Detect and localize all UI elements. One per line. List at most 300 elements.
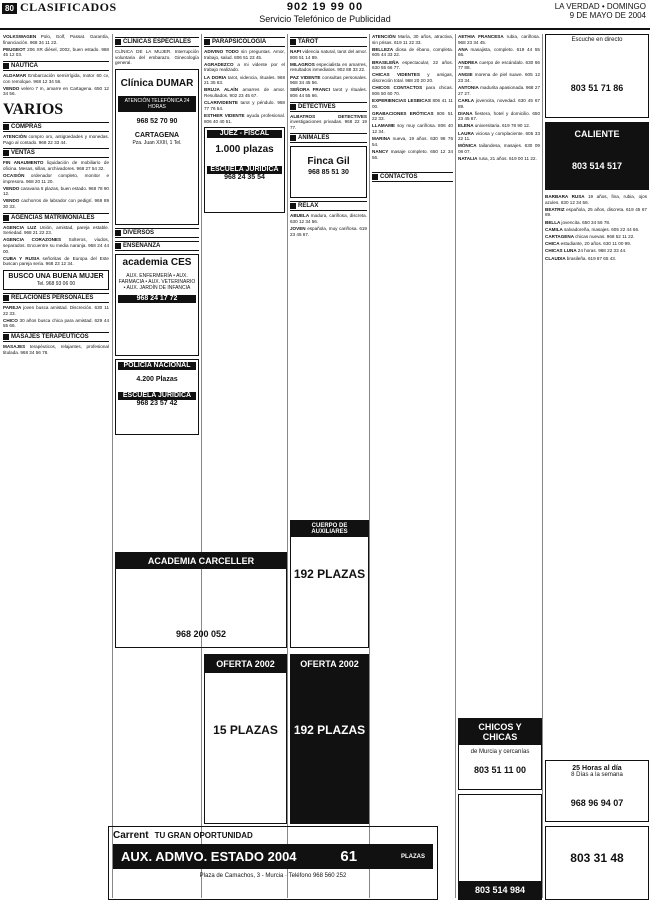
ads-list bbox=[545, 194, 647, 261]
ad-keyword: LAURA bbox=[458, 130, 476, 136]
ad-entry bbox=[372, 149, 453, 160]
header-rule bbox=[0, 28, 650, 30]
ad-keyword: CLAUDIA bbox=[545, 255, 567, 261]
ad-keyword: PAREJA bbox=[3, 305, 24, 310]
heart-icon bbox=[3, 215, 9, 221]
ad-text: velero 7 m, amarre en Cartagena. 650 12 34 56. bbox=[3, 85, 109, 97]
ad-text: y amigas, discreción total. 968 20 20 20. bbox=[372, 72, 453, 83]
magnifier-icon bbox=[290, 104, 296, 110]
ad-entry bbox=[458, 143, 540, 154]
paper-name: LA VERDAD • DOMINGO bbox=[554, 2, 646, 11]
heading-relax: RELAX bbox=[290, 201, 367, 211]
ad-text: tarot, videncia, rituales. 968 21 35 63. bbox=[204, 74, 285, 86]
finca-name: Finca Gil bbox=[307, 156, 350, 168]
ad-keyword: SEÑORA FRANCI bbox=[290, 87, 334, 93]
ad-keyword: BEATRIZ bbox=[545, 206, 567, 212]
ad-text: salvadoreña, masajes. 605 22 44 66. bbox=[563, 226, 640, 232]
ad-entry bbox=[458, 131, 540, 142]
ad-keyword: LA DORIA bbox=[204, 74, 228, 80]
ad-text: fiestera, hotel y domicilio. 650 23 45 67. bbox=[458, 110, 540, 122]
policia-plazas: 4.200 Plazas bbox=[136, 375, 178, 383]
heading-ensenanza: ENSEÑANZA bbox=[115, 241, 199, 251]
heading-agencias: AGENCIAS MATRIMONIALES bbox=[3, 213, 109, 223]
heading-parapsicologia: PARAPSICOLOGÍA bbox=[204, 37, 285, 47]
section-title: CLASIFICADOS bbox=[20, 0, 117, 14]
paper-info bbox=[555, 2, 646, 20]
ad-entry bbox=[372, 111, 453, 122]
star-icon bbox=[115, 230, 121, 236]
ad-entry bbox=[458, 85, 540, 96]
escuela-title: ESCUELA JURÍDICA bbox=[118, 392, 196, 400]
ad-keyword: VENDO bbox=[3, 185, 21, 191]
ad-text: chicas nuevas. 968 52 11 22. bbox=[575, 233, 635, 239]
column-5 bbox=[372, 34, 453, 898]
heading-detectives: DETECTIVES bbox=[290, 102, 367, 112]
ad-entry bbox=[3, 198, 109, 209]
ad-entry bbox=[204, 75, 285, 86]
juez-title: JUEZ - FISCAL bbox=[207, 130, 282, 138]
ad-entry bbox=[290, 114, 367, 131]
heading-varios: VARIOS bbox=[3, 100, 64, 118]
column-divider bbox=[201, 34, 202, 898]
column-divider bbox=[287, 34, 288, 898]
heading-ventas: VENTAS bbox=[3, 148, 109, 158]
ad-keyword: OCASIÓN bbox=[3, 172, 31, 178]
ad-keyword: ALBATROS DETECTIVES bbox=[290, 113, 367, 119]
banner-footer: Plaza de Camachos, 3 - Murcia · Teléfono 968 560 252 bbox=[199, 873, 347, 879]
ad-text: 806 51 22 33. bbox=[372, 110, 453, 122]
book-icon bbox=[115, 243, 121, 249]
ad-entry bbox=[372, 72, 453, 83]
clinica-box: ATENCIÓN TELEFÓNICA 24 HORAS bbox=[118, 96, 196, 112]
heading-nautica: NÁUTICA bbox=[3, 61, 109, 71]
ad-keyword: ESTHER VIDENTE bbox=[204, 112, 247, 118]
ad-keyword: PEUGEOT bbox=[3, 46, 28, 52]
bottom-ad bbox=[545, 826, 649, 900]
ad-keyword: VENDO bbox=[3, 85, 22, 91]
ad-entry bbox=[372, 123, 453, 134]
ad-text: jovencita, novedad. 630 45 67 89. bbox=[458, 97, 540, 109]
page-header bbox=[0, 0, 650, 30]
ad-entry bbox=[458, 60, 540, 71]
clinica-address: Pza. Juan XXIII, 1 Tel. bbox=[132, 139, 182, 146]
horas-phone: 968 96 94 07 bbox=[570, 798, 624, 808]
ad-text: especialista en amarres, resultados inmediatos. 902 88 33 22. bbox=[290, 61, 367, 73]
ad-entry bbox=[372, 60, 453, 71]
ad-keyword: BELLA bbox=[545, 219, 562, 225]
flower-icon bbox=[290, 203, 296, 209]
clinica-city: CARTAGENA bbox=[134, 131, 180, 139]
page-number: 80 bbox=[2, 3, 17, 14]
ad-keyword: CUBA Y RUSIA bbox=[3, 255, 43, 261]
ad-entry bbox=[372, 47, 453, 58]
ad-keyword: ALDAMAR bbox=[3, 72, 29, 78]
heading-animales: ANIMALES bbox=[290, 133, 367, 143]
ad-entry bbox=[290, 213, 367, 224]
ad-keyword: ATENCIÓN bbox=[372, 34, 398, 39]
ad-keyword: PAZ VIDENTE bbox=[290, 74, 323, 80]
escuela-phone: 968 23 57 42 bbox=[136, 399, 178, 407]
policia-ad bbox=[115, 359, 199, 435]
ad-entry bbox=[372, 34, 453, 45]
ad-keyword: AGRADEZCO bbox=[204, 61, 238, 67]
ad-text: 19 años, fina, rubia, ojos azules. 630 12 34 56. bbox=[545, 194, 647, 205]
cross-icon bbox=[115, 39, 121, 45]
ad-text: sin preguntas. Amor, trabajo, salud. 806 51 23 45. bbox=[204, 49, 285, 60]
ads-list bbox=[458, 34, 540, 162]
ad-text: nueva, 19 años. 630 98 76 54. bbox=[372, 136, 453, 147]
banner-plazas: 61 bbox=[340, 848, 358, 865]
ad-entry bbox=[458, 98, 540, 109]
ads-list bbox=[3, 225, 109, 267]
horas-subtitle: 8 Días a la semana bbox=[571, 772, 623, 778]
ad-keyword: CLARIVIDENTE bbox=[204, 100, 241, 106]
ad-keyword: ABUELA bbox=[290, 213, 311, 219]
ad-entry bbox=[3, 34, 109, 45]
ad-text: Polo, Golf, Passat. Garantía, financiación. 968 34 11 22. bbox=[3, 34, 109, 45]
paw-icon bbox=[290, 135, 296, 141]
ad-entry bbox=[3, 73, 109, 84]
ad-text: Solteros, viudos, separados. Encuentre su media naranja. 968 24 44 00. bbox=[3, 237, 109, 254]
chicos-ad bbox=[458, 718, 542, 790]
clinica-phone: 968 52 70 90 bbox=[136, 117, 178, 125]
heading-contactos: CONTACTOS bbox=[372, 172, 453, 182]
ad-keyword: VENDO bbox=[3, 198, 22, 204]
ad-text: jovencita. 650 34 56 78. bbox=[561, 219, 611, 225]
cart-icon bbox=[3, 124, 9, 130]
ad-entry bbox=[290, 75, 367, 86]
heading-clinicas: CLÍNICAS ESPECIALES bbox=[115, 37, 199, 47]
ad-entry bbox=[290, 62, 367, 73]
ad-keyword: BRUJA ALAÍN bbox=[204, 87, 243, 93]
ad-entry bbox=[204, 100, 285, 111]
finca-ad bbox=[290, 146, 367, 198]
oferta-ad-1 bbox=[204, 654, 287, 824]
heading-relaciones: RELACIONES PERSONALES bbox=[3, 293, 109, 303]
heading-compras: COMPRAS bbox=[3, 122, 109, 132]
ads-list bbox=[204, 49, 285, 124]
column-divider bbox=[542, 34, 543, 898]
column-1 bbox=[3, 34, 109, 898]
ad-text: tailandesa, masajes. 630 09 08 07. bbox=[458, 143, 540, 155]
banner-title: AUX. ADMVO. ESTADO 2004 bbox=[121, 849, 297, 864]
heading-masajes: MASAJES TERAPÉUTICOS bbox=[3, 332, 109, 342]
paper-date: 9 DE MAYO DE 2004 bbox=[569, 11, 646, 20]
oferta-plazas-2: 192 PLAZAS bbox=[293, 723, 366, 737]
ad-text: madurita apasionada. 968 27 27 27. bbox=[458, 85, 540, 96]
cuerpo-ad bbox=[290, 520, 369, 648]
ad-keyword: ANDREA bbox=[458, 59, 480, 65]
ad-entry bbox=[204, 113, 285, 124]
ad-keyword: ELENA bbox=[458, 123, 475, 129]
ad-text: brasileña. 619 87 65 43. bbox=[566, 255, 617, 261]
academia-name: academia CES bbox=[122, 256, 192, 268]
ad-keyword: CHICA bbox=[545, 241, 561, 247]
ad-keyword: JOVEN bbox=[290, 226, 308, 232]
ad-keyword: MARINA bbox=[372, 136, 393, 142]
ad-entry bbox=[545, 256, 647, 262]
ads-list bbox=[372, 34, 453, 160]
ad-entry bbox=[545, 207, 647, 218]
ad-text: estudiante, 20 años. 630 11 00 99. bbox=[560, 241, 632, 247]
academia-ad bbox=[115, 254, 199, 356]
ad-keyword: MILAGROS bbox=[290, 61, 317, 67]
column-divider bbox=[112, 34, 113, 898]
ads-list bbox=[290, 213, 367, 237]
ad-keyword: BELLEZA bbox=[372, 46, 396, 52]
ad-text: masaje completo. 650 12 34 56. bbox=[372, 149, 453, 160]
ads-list bbox=[290, 49, 367, 99]
moon-icon bbox=[290, 39, 296, 45]
ad-text: ayuda profesional. 806 40 40 51. bbox=[204, 112, 285, 124]
escuche-ad bbox=[545, 34, 649, 118]
ads-list bbox=[3, 73, 109, 97]
clinica-name: Clínica DUMAR bbox=[120, 77, 194, 89]
finca-phone: 968 85 51 30 bbox=[308, 169, 349, 177]
ads-list bbox=[3, 134, 109, 145]
ad-keyword: DIANA bbox=[458, 110, 475, 116]
banner-headline: TU GRAN OPORTUNIDAD bbox=[154, 831, 253, 840]
ad-text: liquidación de mobiliario de oficina. Mesas, sillas, archivadores. 968 27 54 32. bbox=[3, 160, 109, 171]
ad-entry bbox=[3, 256, 109, 267]
juez-phone: 968 24 35 54 bbox=[224, 174, 265, 182]
ad-keyword: NATALIA bbox=[458, 156, 479, 162]
bottom-phone-ad bbox=[458, 794, 542, 900]
eye-icon bbox=[204, 39, 210, 45]
ad-entry bbox=[3, 47, 109, 58]
auxiliar-banner bbox=[108, 826, 438, 900]
ad-text: rusa, 21 años. 619 00 11 22. bbox=[478, 156, 537, 162]
ad-keyword: CHICO bbox=[3, 317, 20, 323]
ads-list bbox=[3, 344, 109, 355]
ad-entry bbox=[3, 305, 109, 316]
ad-keyword: GRABACIONES ERÓTICAS bbox=[372, 110, 437, 116]
ads-list bbox=[3, 160, 109, 210]
ad-text: madura, cariñosa, discreta. 630 12 34 56. bbox=[290, 213, 367, 224]
ad-keyword: CHICAS LUNA bbox=[545, 248, 578, 254]
ad-text: 30 años busca chica para amistad. 629 44 55 66. bbox=[3, 317, 109, 329]
heading-diversos: DIVERSOS bbox=[115, 228, 199, 238]
column-divider bbox=[455, 34, 456, 898]
horas-title: 25 Horas al día bbox=[572, 765, 622, 772]
ad-entry bbox=[458, 156, 540, 162]
ad-keyword: AGENCIA LUZ bbox=[3, 224, 40, 230]
ad-text: cuerpo de escándalo. 630 66 77 88. bbox=[458, 59, 540, 71]
ad-entry bbox=[204, 49, 285, 60]
ad-text: amarres de amor. Resultados. 902 23 45 67. bbox=[204, 87, 285, 98]
ad-entry bbox=[458, 47, 540, 58]
ad-keyword: BARBARA RUSA bbox=[545, 194, 588, 199]
ad-text: española, 25 años, discreta. 619 45 67 89. bbox=[545, 206, 647, 218]
busco-title: BUSCO UNA BUENA MUJER bbox=[8, 273, 104, 280]
column-divider bbox=[369, 34, 370, 898]
ad-entry bbox=[3, 186, 109, 197]
ad-text: soy muy cariñosa. 806 40 12 34. bbox=[372, 123, 453, 135]
ads-list bbox=[3, 305, 109, 329]
ad-keyword: CHICOS CONTACTOS bbox=[372, 85, 426, 91]
clinica-text: CLÍNICA DE LA MUJER. Interrupción voluntaria del embarazo. Ginecología general. bbox=[115, 49, 199, 66]
ad-entry bbox=[458, 34, 540, 45]
ad-text: 206 XR diésel, 2002, buen estado. 968 45 12 03. bbox=[3, 46, 109, 58]
cuerpo-title: CUERPO DE AUXILIARES bbox=[291, 521, 368, 537]
ads-list bbox=[290, 114, 367, 131]
banner-top bbox=[109, 827, 437, 844]
oferta-plazas: 15 PLAZAS bbox=[213, 723, 278, 737]
ad-text: caravana 5 plazas, buen estado. 968 78 90 12. bbox=[3, 185, 109, 197]
oferta-title: OFERTA 2002 bbox=[205, 655, 286, 673]
oferta-title-2: OFERTA 2002 bbox=[300, 659, 359, 669]
ad-text: universitaria. 619 78 90 12. bbox=[474, 123, 531, 129]
juez-plazas: 1.000 plazas bbox=[215, 144, 274, 156]
ad-entry bbox=[290, 49, 367, 60]
ad-entry bbox=[3, 318, 109, 329]
header-service: Servicio Telefónico de Publicidad bbox=[259, 14, 391, 24]
ad-keyword: EXPERIENCIAS LESBICAS bbox=[372, 97, 433, 103]
ad-text: espectacular, 22 años. 630 55 66 77. bbox=[372, 59, 453, 71]
ad-entry bbox=[545, 194, 647, 205]
ad-keyword: CARTAGENA bbox=[545, 233, 576, 239]
carceler-phone: 968 200 052 bbox=[175, 629, 227, 639]
ad-keyword: CHICAS VIDENTES bbox=[372, 72, 428, 78]
ad-entry bbox=[290, 87, 367, 98]
chicos-phone: 803 51 11 00 bbox=[473, 765, 527, 775]
ad-text: Unión, amistad, pareja estable. Seriedad. 968 21 22 23. bbox=[3, 224, 109, 236]
ad-text: investigaciones privadas. 968 22 19 77. bbox=[290, 119, 367, 130]
ad-text: videncia natural, tarot del amor. 806 51 14 89. bbox=[290, 49, 367, 60]
ad-entry bbox=[545, 220, 647, 226]
horas-ad bbox=[545, 760, 649, 822]
phone-icon bbox=[372, 174, 378, 180]
ad-text: tarot y rituales. 806 44 55 66. bbox=[290, 87, 367, 98]
header-phone: 902 19 99 00 bbox=[286, 1, 364, 13]
ad-entry bbox=[545, 241, 647, 247]
academia-phone: 968 24 17 72 bbox=[118, 295, 196, 303]
academia-list: AUX. ENFERMERÍA • AUX. FARMACIA • AUX. VETERINARIO • AUX. JARDÍN DE INFANCIA bbox=[118, 272, 196, 291]
ad-keyword: ANTONIA bbox=[458, 85, 481, 91]
ad-entry bbox=[3, 134, 109, 145]
ad-entry bbox=[458, 111, 540, 122]
caliente-ad bbox=[545, 122, 649, 190]
ad-text: morena de piel suave. 605 12 23 34. bbox=[458, 72, 540, 83]
ad-keyword: ATENCIÓN bbox=[3, 133, 29, 139]
ad-entry bbox=[3, 344, 109, 355]
ad-text: tarot y péndulo. 968 77 76 54. bbox=[204, 100, 285, 111]
busco-ad bbox=[3, 270, 109, 290]
ad-text: joven busca amistad. Discreción. 630 11 22 33. bbox=[3, 305, 109, 316]
ad-keyword: CARLA bbox=[458, 97, 476, 103]
ad-keyword: ANGIE bbox=[458, 72, 475, 78]
ad-entry bbox=[372, 98, 453, 109]
escuche-title: Escuche en directo bbox=[571, 37, 623, 43]
cuerpo-plazas: 192 PLAZAS bbox=[293, 567, 366, 581]
ad-text: diosa de ébano, completa. 605 44 33 22. bbox=[372, 46, 453, 58]
ad-entry bbox=[3, 225, 109, 236]
ad-keyword: CAMILA bbox=[545, 226, 564, 232]
ad-entry bbox=[3, 86, 109, 97]
ad-text: señoritas de Europa del Este buscan pareja seria. 968 23 12 34. bbox=[3, 255, 109, 267]
ad-entry bbox=[290, 226, 367, 237]
hand-icon bbox=[3, 334, 9, 340]
busco-phone: Tel. 968 93 06 00 bbox=[36, 281, 76, 287]
ad-entry bbox=[3, 173, 109, 184]
chicos-subtitle: de Murcia y cercanías bbox=[470, 749, 530, 755]
ad-entry bbox=[372, 136, 453, 147]
carceler-ad bbox=[115, 552, 287, 648]
ad-entry bbox=[3, 160, 109, 171]
ad-text: compro oro, antigüedades y monedas. Pago al contado. 968 22 33 44. bbox=[3, 133, 109, 145]
ad-keyword: AETHIA FRANCESA bbox=[458, 34, 507, 39]
ads-list bbox=[3, 34, 109, 58]
ad-text: a mi vidente por el trabajo realizado. bbox=[204, 61, 285, 73]
ad-text: 806 41 11 00. bbox=[372, 97, 453, 109]
ad-keyword: BRASILEÑA bbox=[372, 59, 403, 65]
ad-text: viciosa y complaciente. 605 33 22 11. bbox=[458, 130, 540, 142]
ad-entry bbox=[545, 234, 647, 240]
banner-title-bar bbox=[113, 844, 433, 869]
ad-text: consultas personales. 968 34 45 56. bbox=[290, 74, 367, 86]
chicos-title: CHICOS Y CHICAS bbox=[459, 719, 541, 745]
ad-text: Embarcación semirrígida, motor 60 cv, con remolque. 968 12 34 56. bbox=[3, 72, 109, 84]
column-2 bbox=[115, 34, 199, 898]
column-7 bbox=[545, 194, 647, 754]
ad-text: para chicas. 806 50 60 70. bbox=[372, 85, 453, 96]
policia-title: POLICÍA NACIONAL bbox=[118, 362, 196, 370]
ad-entry bbox=[204, 62, 285, 73]
clinica-ad bbox=[115, 69, 199, 225]
escuche-phone: 803 51 71 86 bbox=[570, 83, 624, 93]
bottom-phone: 803 514 984 bbox=[459, 881, 541, 899]
oferta-ad-2 bbox=[290, 654, 369, 824]
ad-entry bbox=[458, 123, 540, 129]
ad-text: 24 horas. 968 22 33 44. bbox=[577, 248, 627, 254]
ad-text: ordenador completo, monitor e impresora. 968 20 11 20. bbox=[3, 172, 109, 184]
ad-keyword: NANCY bbox=[372, 149, 391, 155]
ad-keyword: MÓNICA bbox=[458, 143, 479, 149]
ad-keyword: AGENCIA CORAZONES bbox=[3, 237, 69, 243]
ad-entry bbox=[3, 237, 109, 254]
ad-keyword: FIN ANAUMENTO bbox=[3, 160, 47, 166]
anchor-icon bbox=[3, 63, 9, 69]
bottom-ad-phone: 803 31 48 bbox=[570, 851, 624, 865]
ad-keyword: NAPI bbox=[290, 49, 303, 54]
ad-entry bbox=[545, 227, 647, 233]
ad-keyword: ANA bbox=[458, 46, 471, 52]
ad-keyword: ADIVINO TODO bbox=[204, 49, 241, 54]
ad-entry bbox=[372, 85, 453, 96]
ad-entry bbox=[204, 87, 285, 98]
ad-keyword: VOLKSWAGEN bbox=[3, 34, 41, 39]
ad-text: masajista, completo. 619 44 55 66. bbox=[458, 46, 540, 58]
carceler-title: ACADEMIA CARCELLER bbox=[116, 553, 286, 569]
tag-icon bbox=[3, 150, 9, 156]
ad-text: María, 30 años, atractiva, sin prisas. 619 11 22 33. bbox=[372, 34, 453, 45]
ad-text: rubia, cariñosa. 968 23 34 45. bbox=[458, 34, 540, 45]
banner-plazas-label: PLAZAS bbox=[400, 853, 425, 860]
ad-keyword: MASAJES bbox=[3, 343, 30, 349]
ad-text: terapéuticos, relajantes, profesional titulada. 968 34 56 78. bbox=[3, 343, 109, 355]
ad-text: española, muy cariñosa. 619 23 45 67. bbox=[290, 226, 367, 237]
people-icon bbox=[3, 295, 9, 301]
ad-text: cachorros de labrador con pedigrí. 968 89 30 33. bbox=[3, 198, 109, 210]
juez-escuela: ESCUELA JURÍDICA bbox=[207, 166, 282, 174]
juez-ad bbox=[204, 127, 285, 213]
ad-keyword: LLAMAME bbox=[372, 123, 398, 129]
ad-entry bbox=[458, 72, 540, 83]
heading-tarot: TAROT bbox=[290, 37, 367, 47]
caliente-title: CALIENTE bbox=[574, 129, 620, 139]
banner-brand: Carrent bbox=[113, 830, 149, 841]
ad-entry bbox=[545, 248, 647, 254]
